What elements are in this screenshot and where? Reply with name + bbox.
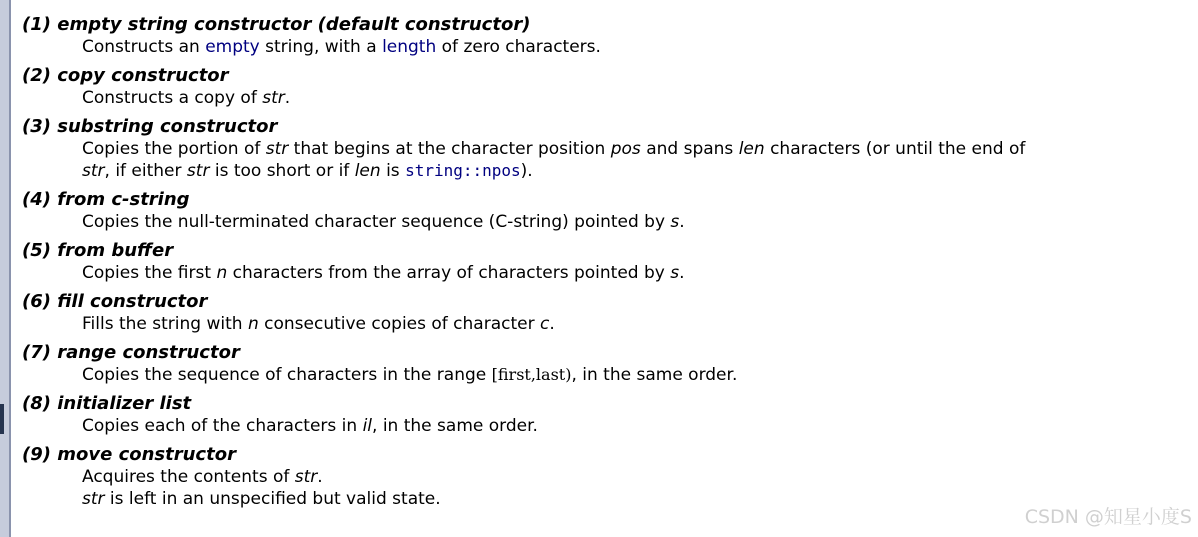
constructor-term: (7) range constructor — [22, 342, 240, 363]
constructor-description — [22, 262, 1182, 284]
left-border-bar — [0, 0, 11, 537]
description-text: Copies the null-terminated character sequence (C-string) pointed by — [82, 212, 671, 232]
description-text: Copies each of the characters in — [82, 416, 363, 436]
description-text: . — [549, 314, 555, 334]
constructor-term: (8) initializer list — [22, 393, 192, 414]
constructor-term: (1) empty string constructor (default constructor) — [22, 14, 531, 35]
constructor-description — [22, 364, 1182, 386]
reference-link[interactable]: length — [382, 37, 437, 57]
constructor-entry — [22, 13, 1182, 58]
description-text: Constructs an — [82, 37, 206, 57]
description-text: Acquires the contents of — [82, 467, 295, 487]
parameter-name: str — [294, 467, 318, 487]
range-notation: [first,last) — [491, 365, 572, 384]
parameter-name: c — [540, 314, 550, 334]
constructor-entry — [22, 239, 1182, 284]
parameter-name: n — [247, 314, 259, 334]
description-text: is left in an unspecified but valid state. — [104, 489, 441, 509]
constructor-term: (6) fill constructor — [22, 291, 208, 312]
description-text: of zero characters. — [436, 37, 601, 57]
description-text: string, with a — [259, 37, 383, 57]
reference-link[interactable]: empty — [205, 37, 260, 57]
description-text: is too short or if — [209, 161, 355, 181]
constructor-term: (5) from buffer — [22, 240, 174, 261]
parameter-name: pos — [610, 139, 641, 159]
parameter-name: str — [262, 88, 285, 108]
parameter-name: s — [670, 263, 680, 283]
constructor-description — [22, 36, 1182, 58]
constructor-description — [22, 466, 1182, 510]
description-text: . — [679, 263, 685, 283]
parameter-name: len — [738, 139, 765, 159]
description-text: Copies the first — [82, 263, 217, 283]
constructor-description — [22, 415, 1182, 437]
parameter-name: il — [362, 416, 373, 436]
description-text: characters from the array of characters pointed by — [227, 263, 671, 283]
constructor-term: (2) copy constructor — [22, 65, 229, 86]
constructor-entry — [22, 290, 1182, 335]
description-text: is — [380, 161, 406, 181]
parameter-name: str — [82, 489, 105, 509]
constructor-term: (9) move constructor — [22, 444, 236, 465]
description-text: characters (or until the end of — [764, 139, 1026, 159]
description-text: . — [317, 467, 323, 487]
description-text: Constructs a copy of — [82, 88, 263, 108]
description-text: consecutive copies of character — [258, 314, 540, 334]
watermark: CSDN @知星小度S — [1024, 506, 1192, 528]
parameter-name: str — [82, 161, 105, 181]
description-text: Copies the portion of — [82, 139, 266, 159]
description-text: , in the same order. — [372, 416, 538, 436]
description-text: ). — [520, 161, 533, 181]
constructor-entry — [22, 64, 1182, 109]
constructor-description — [22, 138, 1182, 182]
description-text: , in the same order. — [571, 365, 738, 385]
description-text: . — [284, 88, 291, 108]
code-reference[interactable]: string::npos — [405, 161, 521, 180]
constructor-list — [22, 13, 1182, 516]
parameter-name: str — [186, 161, 210, 181]
constructor-entry — [22, 188, 1182, 233]
parameter-name: s — [670, 212, 680, 232]
constructor-entry — [22, 115, 1182, 182]
constructor-entry — [22, 443, 1182, 510]
description-text: , if either — [104, 161, 187, 181]
constructor-description — [22, 313, 1182, 335]
constructor-term: (3) substring constructor — [22, 116, 278, 137]
parameter-name: n — [216, 263, 228, 283]
description-text: that begins at the character position — [288, 139, 611, 159]
description-text: Fills the string with — [82, 314, 248, 334]
description-text: and spans — [640, 139, 739, 159]
description-text: . — [679, 212, 685, 232]
constructor-entry — [22, 392, 1182, 437]
constructor-entry — [22, 341, 1182, 386]
parameter-name: len — [354, 161, 381, 181]
constructor-term: (4) from c-string — [22, 189, 190, 210]
constructor-description — [22, 211, 1182, 233]
parameter-name: str — [265, 139, 289, 159]
description-text: Copies the sequence of characters in the range — [82, 365, 492, 385]
left-border-marker — [0, 404, 4, 434]
constructor-description — [22, 87, 1182, 109]
